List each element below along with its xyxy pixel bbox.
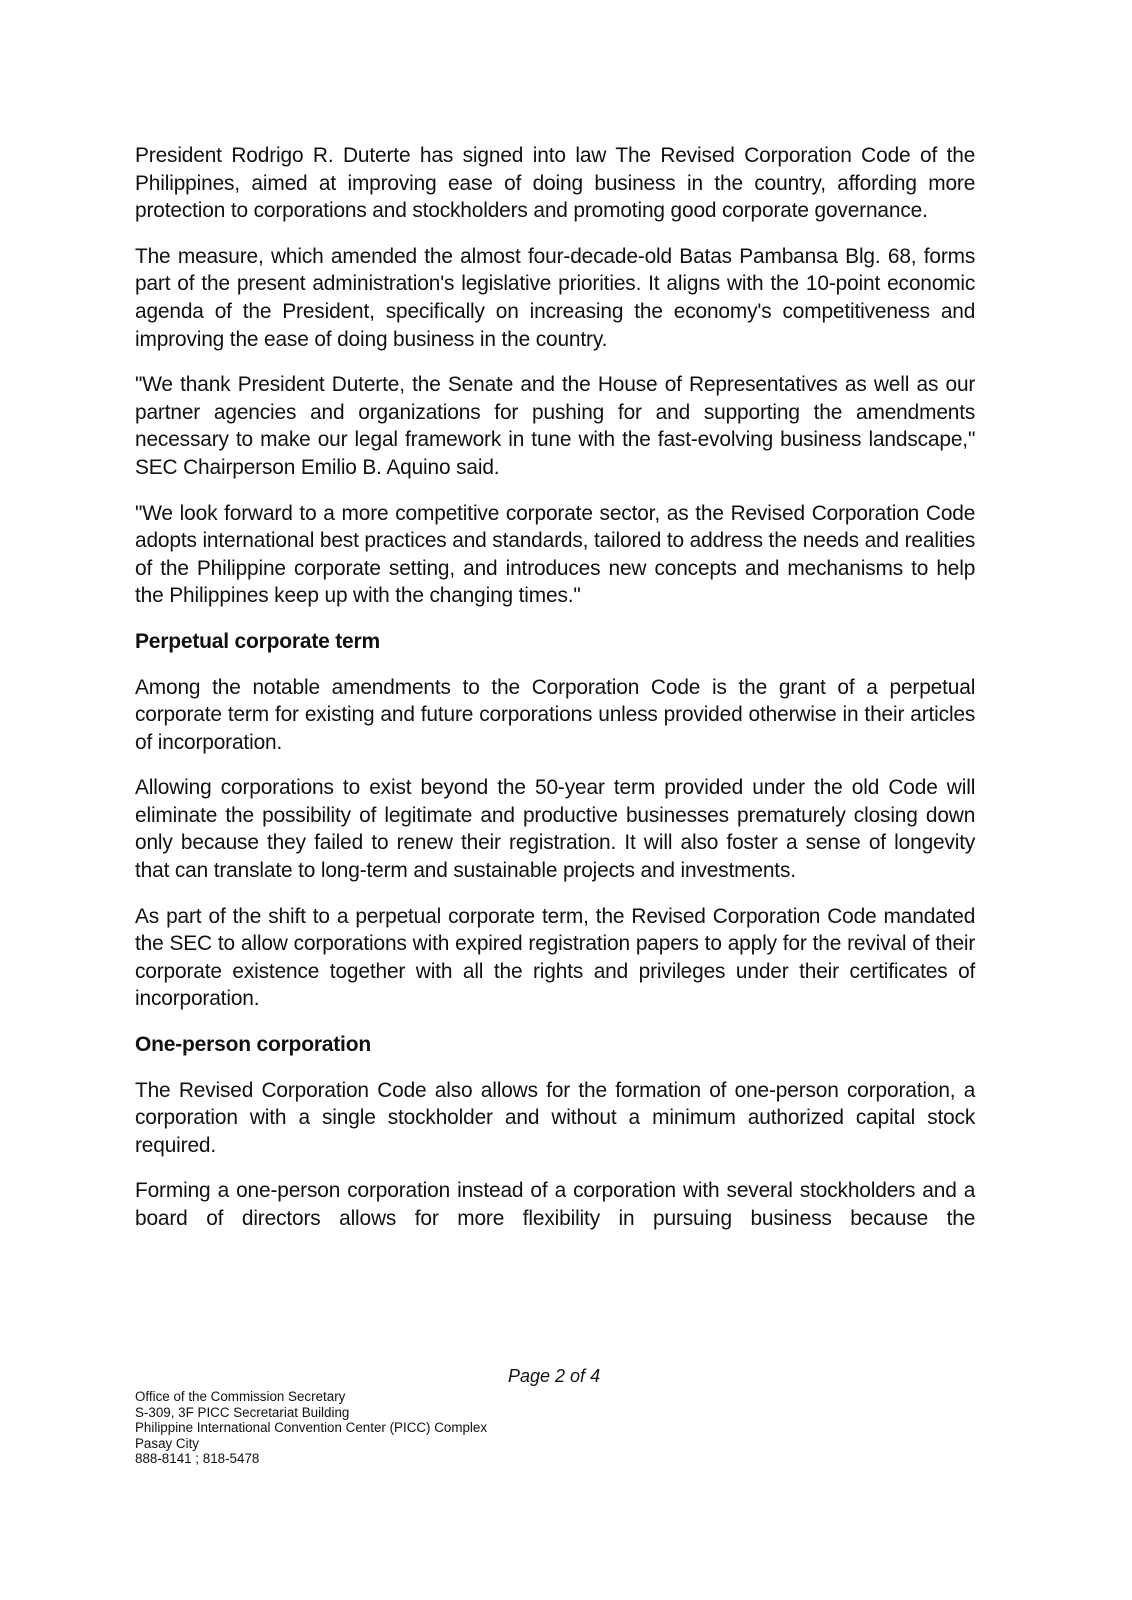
footer-complex: Philippine International Convention Center (PICC) Complex	[135, 1420, 488, 1436]
footer-city: Pasay City	[135, 1435, 199, 1451]
paragraph-perpetual-term-intro: Among the notable amendments to the Corporation Code is the grant of a perpetual corporate term for existing and future corporations unless provided otherwise in their articles of incorporation.	[135, 675, 976, 754]
paragraph-one-person-intro: The Revised Corporation Code also allows for the formation of one-person corporation, a corporation with a single stockholder and without a minimum authorized capital stock required.	[135, 1078, 976, 1157]
footer-office-name: Office of the Commission Secretary	[135, 1389, 346, 1404]
paragraph-revival-of-corporations: As part of the shift to a perpetual corporate term, the Revised Corporation Code mandated the SEC to allow corporations with expired registration papers to apply for the revival of their corporate existence together with all the rights and privileges under their certificates of incorporation.	[135, 904, 976, 1011]
section-heading-one-person-corporation: One-person corporation	[135, 1033, 371, 1057]
page-number: Page 2 of 4	[508, 1366, 601, 1386]
document-body	[135, 142, 975, 1251]
footer-building: S-309, 3F PICC Secretariat Building	[135, 1404, 350, 1420]
paragraph-chairperson-quote-1: "We thank President Duterte, the Senate and the House of Representatives as well as our partner agencies and organizations for pushing for and supporting the amendments necessary to make our legal framework in tune with the fast-evolving business landscape," SEC Chairperson Emilio B. Aquino said.	[135, 373, 976, 479]
footer-address-block	[135, 1389, 487, 1467]
section-heading-perpetual-term: Perpetual corporate term	[135, 629, 380, 653]
paragraph-perpetual-term-benefits: Allowing corporations to exist beyond the 50-year term provided under the old Code will eliminate the possibility of legitimate and productive businesses prematurely closing down only because they failed to renew their registration. It will also foster a sense of longevity that can translate to long-term and sustainable projects and investments.	[135, 776, 976, 883]
paragraph-chairperson-quote-2: "We look forward to a more competitive corporate sector, as the Revised Corporation Code adopts international best practices and standards, tailored to address the needs and realities of the Philippine corporate setting, and introduces new concepts and mechanisms to help the Philippines keep up with the changing times."	[135, 501, 976, 608]
footer-phone-numbers: 888-8141 ; 818-5478	[135, 1451, 260, 1467]
paragraph-one-person-flexibility: Forming a one-person corporation instead of a corporation with several stockholders and a board of directors allows for more flexibility in pursuing business because the	[135, 1179, 976, 1230]
paragraph-signing-announcement: President Rodrigo R. Duterte has signed into law The Revised Corporation Code of the Philippines, aimed at improving ease of doing business in the country, affording more protection to corporations and stockholders and promoting good corporate governance.	[135, 144, 976, 223]
paragraph-measure-background: The measure, which amended the almost four-decade-old Batas Pambansa Blg. 68, forms part of the present administration's legislative priorities. It aligns with the 10-point economic agenda of the President, specifically on increasing the economy's competitiveness and improving the ease of doing business in the country.	[135, 244, 976, 351]
